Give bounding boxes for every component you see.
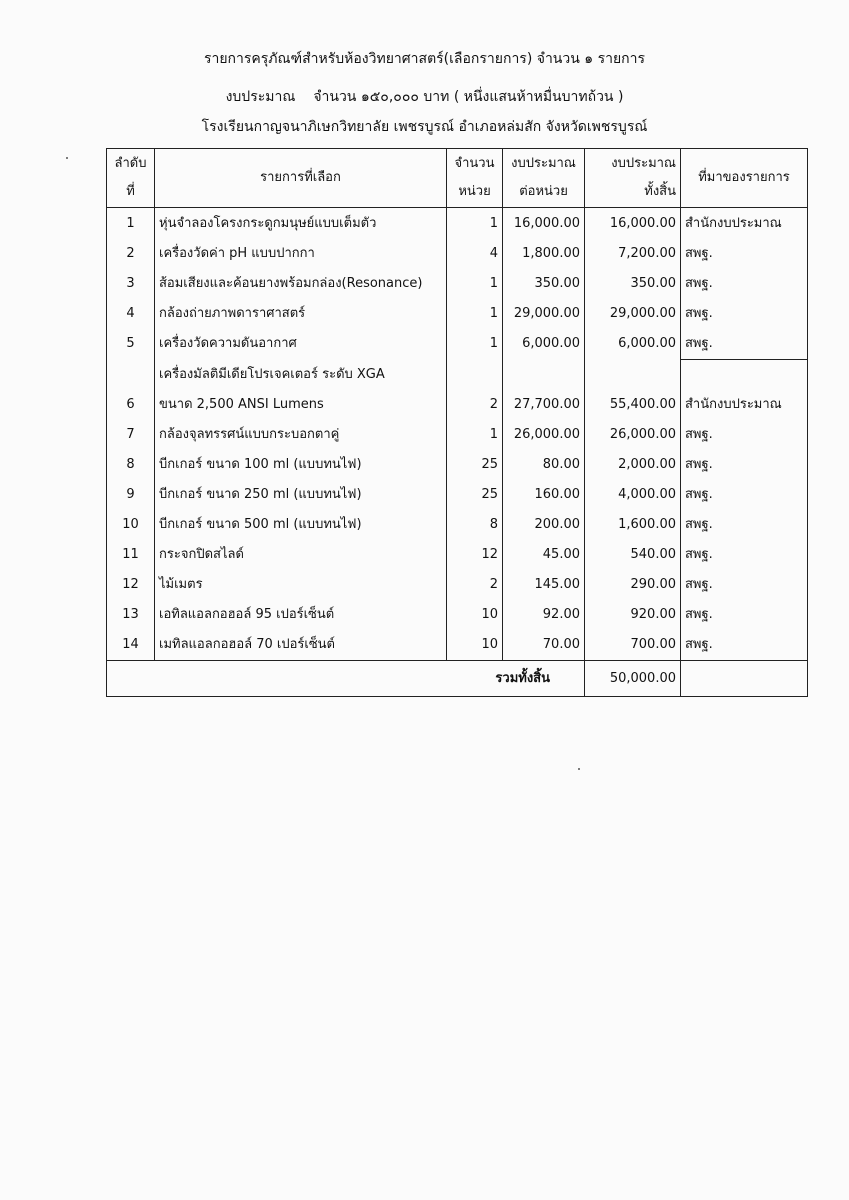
table-row (107, 390, 808, 420)
total-row (107, 661, 808, 697)
row-quantity: 1 (447, 329, 503, 360)
row-item: บีกเกอร์ ขนาด 500 ml (แบบทนไฟ) (155, 510, 447, 540)
row-source: สพฐ. (681, 269, 808, 299)
row-item: ขนาด 2,500 ANSI Lumens (155, 390, 447, 420)
row-quantity (447, 360, 503, 391)
row-quantity: 25 (447, 480, 503, 510)
row-quantity: 10 (447, 600, 503, 630)
row-unit-price: 29,000.00 (503, 299, 585, 329)
row-source: สพฐ. (681, 420, 808, 450)
row-item: กล้องถ่ายภาพดาราศาสตร์ (155, 299, 447, 329)
row-total: 2,000.00 (585, 450, 681, 480)
row-item: ส้อมเสียงและค้อนยางพร้อมกล่อง(Resonance) (155, 269, 447, 299)
table-row (107, 329, 808, 360)
col-header-source: ที่มาของรายการ (681, 149, 808, 208)
row-quantity: 2 (447, 570, 503, 600)
row-total: 26,000.00 (585, 420, 681, 450)
row-source: สพฐ. (681, 600, 808, 630)
col-header-unit-price: งบประมาณ ต่อหน่วย (503, 149, 585, 208)
row-unit-price: 27,700.00 (503, 390, 585, 420)
row-source: สพฐ. (681, 329, 808, 360)
row-quantity: 1 (447, 299, 503, 329)
budget-label: งบประมาณ (225, 89, 296, 105)
row-unit-price: 1,800.00 (503, 239, 585, 269)
row-unit-price (503, 360, 585, 391)
row-unit-price: 80.00 (503, 450, 585, 480)
row-unit-price: 200.00 (503, 510, 585, 540)
row-number: 9 (107, 480, 155, 510)
row-unit-price: 45.00 (503, 540, 585, 570)
row-source: สพฐ. (681, 540, 808, 570)
table-row (107, 299, 808, 329)
table-row (107, 269, 808, 299)
col-header-qty: จำนวน หน่วย (447, 149, 503, 208)
row-total: 540.00 (585, 540, 681, 570)
row-total: 350.00 (585, 269, 681, 299)
row-total: 55,400.00 (585, 390, 681, 420)
row-quantity: 2 (447, 390, 503, 420)
row-quantity: 8 (447, 510, 503, 540)
col-header-total: งบประมาณ ทั้งสิ้น (585, 149, 681, 208)
row-item: บีกเกอร์ ขนาด 100 ml (แบบทนไฟ) (155, 450, 447, 480)
table-row (107, 420, 808, 450)
table-row (107, 510, 808, 540)
row-source (681, 360, 808, 391)
row-total: 7,200.00 (585, 239, 681, 269)
row-source: สำนักงบประมาณ (681, 390, 808, 420)
scan-speck (66, 157, 68, 159)
row-unit-price: 145.00 (503, 570, 585, 600)
total-value: 50,000.00 (585, 661, 681, 697)
row-source: สพฐ. (681, 239, 808, 269)
row-source: สพฐ. (681, 480, 808, 510)
row-quantity: 1 (447, 208, 503, 240)
row-total: 700.00 (585, 630, 681, 661)
table-row (107, 208, 808, 240)
row-number (107, 360, 155, 391)
row-item: หุ่นจำลองโครงกระดูกมนุษย์แบบเต็มตัว (155, 208, 447, 240)
col-header-item: รายการที่เลือก (155, 149, 447, 208)
document-title: รายการครุภัณฑ์สำหรับห้องวิทยาศาสตร์(เลือกรายการ) จำนวน ๑ รายการ (203, 51, 646, 67)
table-header-row (107, 149, 808, 208)
row-number: 3 (107, 269, 155, 299)
col-header-no: ลำดับ ที่ (107, 149, 155, 208)
row-item: บีกเกอร์ ขนาด 250 ml (แบบทนไฟ) (155, 480, 447, 510)
row-number: 8 (107, 450, 155, 480)
table-row (107, 239, 808, 269)
row-source: สพฐ. (681, 570, 808, 600)
row-number: 11 (107, 540, 155, 570)
row-total: 1,600.00 (585, 510, 681, 540)
row-total: 4,000.00 (585, 480, 681, 510)
row-source: สพฐ. (681, 299, 808, 329)
row-quantity: 25 (447, 450, 503, 480)
row-number: 14 (107, 630, 155, 661)
row-item: เครื่องมัลติมีเดียโปรเจคเตอร์ ระดับ XGA (155, 360, 447, 391)
row-item: ไม้เมตร (155, 570, 447, 600)
row-source: สพฐ. (681, 510, 808, 540)
table-row (107, 600, 808, 630)
row-total: 16,000.00 (585, 208, 681, 240)
row-source: สพฐ. (681, 450, 808, 480)
row-total: 29,000.00 (585, 299, 681, 329)
row-number: 5 (107, 329, 155, 360)
row-quantity: 4 (447, 239, 503, 269)
row-unit-price: 92.00 (503, 600, 585, 630)
row-unit-price: 350.00 (503, 269, 585, 299)
row-quantity: 1 (447, 420, 503, 450)
school-line: โรงเรียนกาญจนาภิเษกวิทยาลัย เพชรบูรณ์ อำเภอหล่มสัก จังหวัดเพชรบูรณ์ (201, 119, 648, 135)
row-total: 6,000.00 (585, 329, 681, 360)
budget-line (0, 88, 849, 106)
total-source-empty (681, 661, 808, 697)
table-row (107, 540, 808, 570)
row-quantity: 12 (447, 540, 503, 570)
table-row (107, 570, 808, 600)
row-total (585, 360, 681, 391)
row-number: 1 (107, 208, 155, 240)
equipment-table (106, 148, 808, 697)
row-unit-price: 16,000.00 (503, 208, 585, 240)
row-item: เครื่องวัดความดันอากาศ (155, 329, 447, 360)
row-number: 12 (107, 570, 155, 600)
row-item: เอทิลแอลกอฮอล์ 95 เปอร์เซ็นต์ (155, 600, 447, 630)
row-number: 2 (107, 239, 155, 269)
row-unit-price: 26,000.00 (503, 420, 585, 450)
row-item: เมทิลแอลกอฮอล์ 70 เปอร์เซ็นต์ (155, 630, 447, 661)
row-total: 290.00 (585, 570, 681, 600)
table-row (107, 360, 808, 391)
row-item: กล้องจุลทรรศน์แบบกระบอกตาคู่ (155, 420, 447, 450)
row-source: สำนักงบประมาณ (681, 208, 808, 240)
budget-amount: จำนวน ๑๕๐,๐๐๐ บาท ( หนึ่งแสนห้าหมื่นบาทถ้วน ) (313, 89, 624, 105)
row-unit-price: 160.00 (503, 480, 585, 510)
scan-speck (578, 768, 580, 770)
row-item: เครื่องวัดค่า pH แบบปากกา (155, 239, 447, 269)
row-total: 920.00 (585, 600, 681, 630)
row-number: 10 (107, 510, 155, 540)
row-number: 7 (107, 420, 155, 450)
row-item: กระจกปิดสไลด์ (155, 540, 447, 570)
row-number: 13 (107, 600, 155, 630)
table-row (107, 480, 808, 510)
row-source: สพฐ. (681, 630, 808, 661)
table-row (107, 450, 808, 480)
total-label: รวมทั้งสิ้น (107, 661, 585, 697)
row-quantity: 1 (447, 269, 503, 299)
row-number: 6 (107, 390, 155, 420)
row-unit-price: 6,000.00 (503, 329, 585, 360)
row-unit-price: 70.00 (503, 630, 585, 661)
row-number: 4 (107, 299, 155, 329)
table-row (107, 630, 808, 661)
row-quantity: 10 (447, 630, 503, 661)
